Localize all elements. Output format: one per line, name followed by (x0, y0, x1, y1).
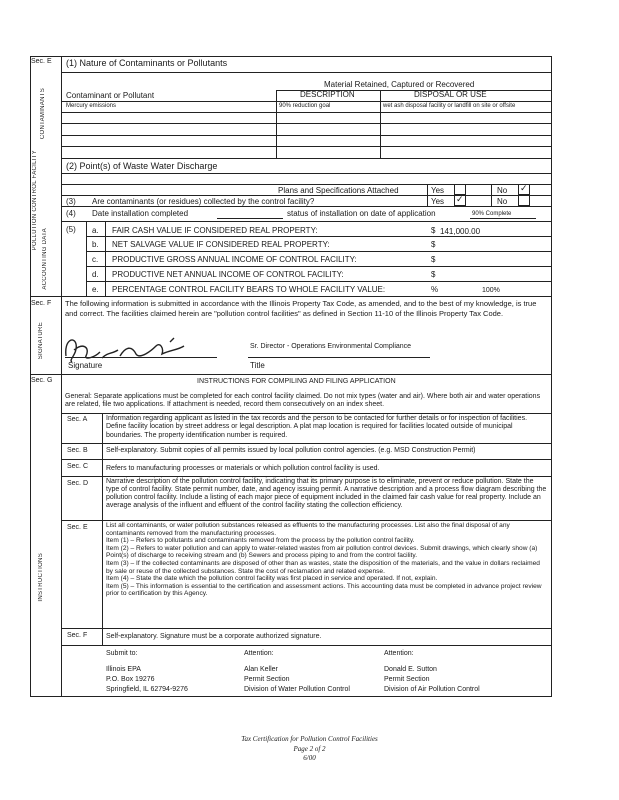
q3-text: Are contaminants (or residues) collected by the control facility? (92, 197, 315, 206)
attention2-label: Attention: (384, 650, 414, 657)
instr-sec-e-text: List all contaminants, or water pollution substances released as effluents to the manufacturing processes. List also the final disposal of any contaminants removed from the manufacturing processes. Item (1) – Refers to pollutants and contaminants removed from the process by the pollution control facility. Item (2) – Refers to water pollution and can apply to water-related wastes from air pollution control devices. Submit drawings, which clearly show (a) Point(s) of discharge to receiving stream and (b) Sewers and process piping to and from the control facility. Item (3) – If the collected contaminants are disposed of other than as wastes, state the disposition of the materials, and the value in dollars reclaimed by sale or reuse of the collected substances. State the cost of reclamation and related expense. Item (4) – State the date which the pollution control facility was first placed in service and operated. If not, explain. Item (5) – This information is essential to the certification and assessment actions. This accounting data must be completed in advance project review prior to certification by this Agency. (106, 522, 542, 598)
side-label-accounting-data: ACCOUNTING DATA (42, 228, 48, 290)
row1-description: 90% reduction goal (279, 103, 331, 109)
footer-line1: Tax Certification for Pollution Control Facilities (241, 735, 378, 743)
q3-number: (3) (66, 197, 76, 206)
q4-status-value: 90% Complete (472, 211, 512, 217)
instr-sec-a-text: Information regarding applicant as listed in the tax records and the person to be contacted for further details or for inspection of facilities. Define facility location by street address or legal description. A plat map location is required for facilities located outside of municipal boundaries. The property identification number is required. (106, 415, 528, 439)
q5a-value: 141,000.00 (440, 227, 481, 236)
material-header: Material Retained, Captured or Recovered (324, 80, 475, 89)
signature-caption: Signature (68, 361, 103, 370)
footer-line3: 6/00 (303, 754, 316, 762)
q4-status-text: status of installation on date of application (287, 209, 436, 218)
sec-f-label: Sec. F (31, 300, 52, 307)
addr1-line2: P.O. Box 19276 (106, 676, 155, 683)
instructions-general: General: Separate applications must be completed for each control facility claimed. Do not mix types (water and air). Where both air and water operations are related, file two applications. If attachment is needed, record them consecutively on an index sheet. (65, 393, 541, 409)
q5e-letter: e. (92, 285, 99, 294)
instr-sec-d-label: Sec. D (67, 480, 89, 487)
instr-sec-d-text: Narrative description of the pollution control facility, indicating that its primary purpose is to eliminate, prevent or reduce pollution. State the type of control facility. State permit number, date, and agency issuing permit. A narrative description and a process flow diagram describing the pollution control facility. Include a listing of each major piece of equipment included in the claimed fair cash value for real property. Include an average analysis of the influent and effluent of the control facility stating the collection efficiency. (106, 478, 547, 509)
side-label-pollution-control-facility: POLLUTION CONTROL FACILITY (32, 150, 38, 251)
instr-sec-b-text: Self-explanatory. Submit copies of all permits issued by local pollution control agencies. (e.g. MSD Construction Permit) (106, 447, 476, 454)
col-contaminant-header: Contaminant or Pollutant (66, 91, 155, 100)
side-label-instructions: INSTRUCTIONS (38, 553, 44, 602)
certification-statement: The following information is submitted in accordance with the Illinois Property Tax Code, as amended, and to the best of my knowledge, is true and correct. The facilities claimed herein are "pollution control facilities" as defined in Section 11-10 of the Illinois Property Tax Code. (65, 299, 537, 318)
sec-g-label: Sec. G (31, 377, 53, 384)
plans-label: Plans and Specifications Attached (278, 186, 399, 195)
col-description-header: DESCRIPTION (300, 90, 355, 99)
instr-sec-b-label: Sec. B (67, 447, 88, 454)
q5b-letter: b. (92, 240, 99, 249)
addr2-line3: Division of Water Pollution Control (244, 686, 350, 693)
side-label-contaminants: CONTAMINANTS (40, 88, 46, 140)
q5c-dollar: $ (431, 255, 436, 264)
signer-title: Sr. Director - Operations Environmental Compliance (250, 343, 412, 350)
q5a-letter: a. (92, 226, 99, 235)
q5e-value: 100% (482, 287, 500, 294)
q5e-percent: % (431, 285, 439, 294)
instr-sec-c-text: Refers to manufacturing processes or materials or which pollution control facility is used. (106, 465, 380, 472)
q5c-letter: c. (92, 255, 99, 264)
q5a-dollar: $ (431, 226, 436, 235)
addr3-line1: Donald E. Sutton (384, 666, 437, 673)
q5d-text: PRODUCTIVE NET ANNUAL INCOME OF CONTROL FACILITY: (112, 270, 344, 279)
instr-sec-e-label: Sec. E (67, 524, 88, 531)
addr3-line2: Permit Section (384, 676, 430, 683)
instr-sec-f-label: Sec. F (67, 632, 88, 639)
addr2-line2: Permit Section (244, 676, 290, 683)
footer-line2: Page 2 of 2 (293, 745, 326, 753)
q3-no-label: No (497, 197, 508, 206)
row1-disposal: wet ash disposal facility or landfill on site or offsite (383, 103, 516, 109)
q3-no-checkbox[interactable] (518, 195, 530, 206)
q1-title: (1) Nature of Contaminants or Pollutants (66, 58, 228, 68)
title-caption: Title (250, 361, 265, 370)
q5b-text: NET SALVAGE VALUE IF CONSIDERED REAL PROPERTY: (112, 240, 330, 249)
q2-title: (2) Point(s) of Waste Water Discharge (66, 161, 218, 171)
q5-number: (5) (66, 225, 76, 234)
instructions-heading: INSTRUCTIONS FOR COMPILING AND FILING APPLICATION (197, 378, 396, 385)
q5a-text: FAIR CASH VALUE IF CONSIDERED REAL PROPERTY: (112, 226, 318, 235)
q5d-dollar: $ (431, 270, 436, 279)
instr-sec-c-label: Sec. C (67, 463, 89, 470)
side-label-signature: SIGNATURE (38, 322, 44, 360)
addr2-line1: Alan Keller (244, 666, 278, 673)
addr1-line3: Springfield, IL 62794-9276 (106, 686, 188, 693)
submit-to-label: Submit to: (106, 650, 138, 657)
instr-sec-a-label: Sec. A (67, 416, 88, 423)
attention1-label: Attention: (244, 650, 274, 657)
plans-no-label: No (497, 186, 508, 195)
col-disposal-header: DISPOSAL OR USE (414, 90, 487, 99)
q3-yes-checkmark-icon: ✓ (456, 194, 464, 204)
q5e-text: PERCENTAGE CONTROL FACILITY BEARS TO WHOLE FACILITY VALUE: (112, 285, 386, 294)
q3-yes-label: Yes (431, 197, 445, 206)
q4-number: (4) (66, 209, 76, 218)
sec-e-label: Sec. E (31, 58, 52, 65)
row1-contaminant: Mercury emissions (66, 103, 117, 109)
q5b-dollar: $ (431, 240, 436, 249)
addr3-line3: Division of Air Pollution Control (384, 686, 480, 693)
plans-yes-label: Yes (431, 186, 445, 195)
q4-text: Date installation completed (92, 209, 189, 218)
q5c-text: PRODUCTIVE GROSS ANNUAL INCOME OF CONTROL FACILITY: (112, 255, 357, 264)
instr-sec-f-text: Self-explanatory. Signature must be a corporate authorized signature. (106, 633, 322, 640)
addr1-line1: Illinois EPA (106, 666, 141, 673)
q5d-letter: d. (92, 270, 99, 279)
plans-no-checkmark-icon: ✓ (520, 183, 528, 193)
